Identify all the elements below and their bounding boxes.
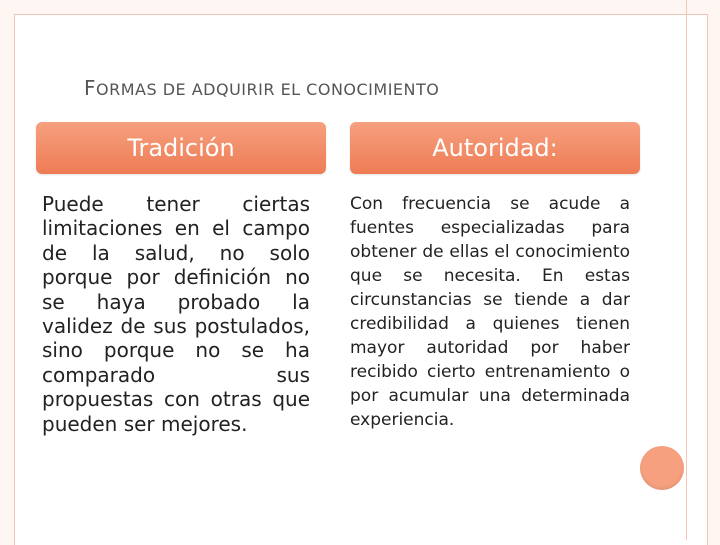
slide-title [84, 76, 439, 100]
slide-title-initial: F [84, 76, 97, 100]
autoridad-body-text: Con frecuencia se acude a fuentes especializadas para obtener de ellas el conocimiento que se necesita. En estas circunstancias se tiende a dar credibilidad a quienes tienen mayor autoridad por haber recibido cierto entrenamiento o por acumular una determinada experiencia. [350, 194, 630, 430]
tradicion-header [36, 122, 326, 174]
autoridad-header [350, 122, 640, 174]
decorative-vertical-line [686, 0, 687, 540]
decorative-circle [640, 446, 684, 490]
tradicion-body-text: Puede tener ciertas limitaciones en el campo de la salud, no solo porque por definición no se haya probado la validez de sus postulados, sino porque no se ha comparado sus propuestas con otras que pueden ser mejores. [42, 192, 310, 436]
tradicion-header-label: Tradición [127, 134, 235, 162]
autoridad-header-label: Autoridad: [432, 134, 558, 162]
slide-title-rest: ORMAS DE ADQUIRIR EL CONOCIMIENTO [96, 80, 440, 99]
